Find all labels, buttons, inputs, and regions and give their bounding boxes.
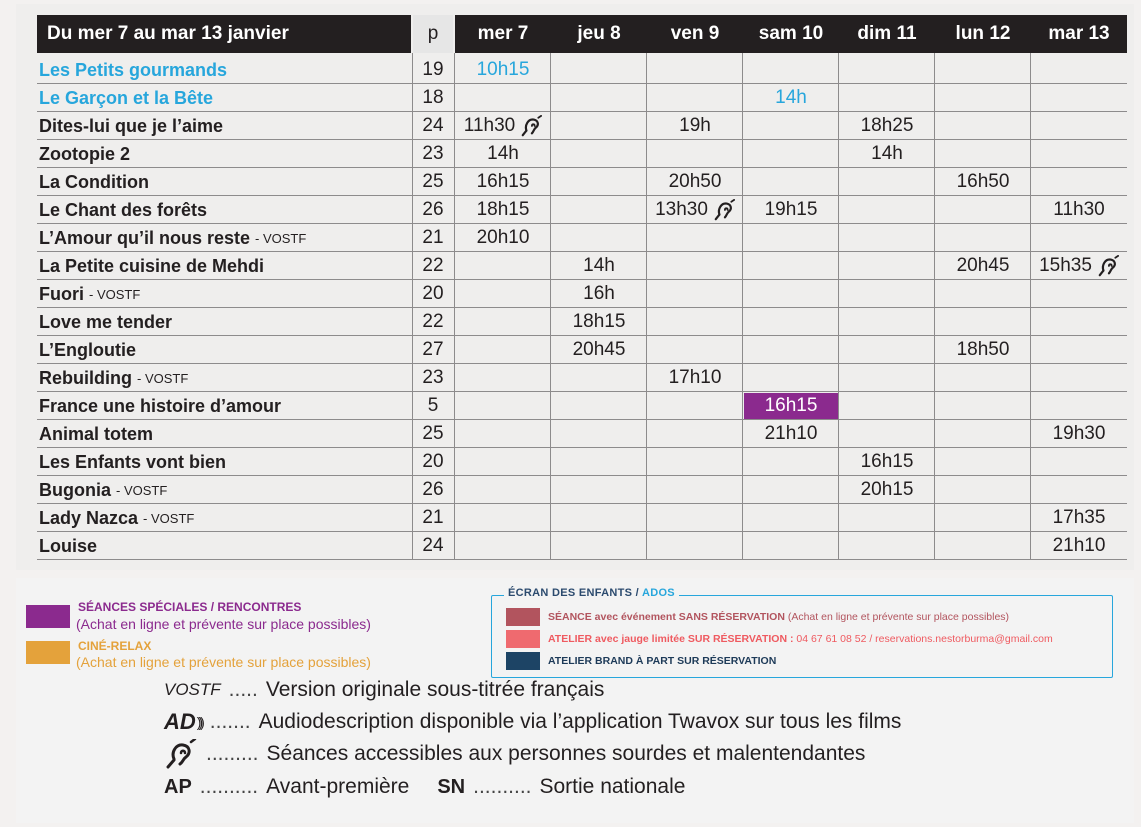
schedule-grid [37,15,1127,560]
special-swatch [26,605,70,628]
film-title [37,56,413,84]
session-time-text: 19h [679,115,711,136]
film-title-text: Animal totem [39,423,154,444]
page-number: 27 [422,339,444,360]
film-title-text: Le Garçon et la Bête [39,87,214,108]
film-title-text: Bugonia [39,479,111,500]
session-time [647,112,743,140]
ap-text: Avant-première [266,775,410,798]
sn-text: Sortie nationale [539,775,686,798]
sn-dots: .......... [473,775,532,798]
page-number: 26 [422,199,444,220]
ear-dots: ......... [206,742,259,765]
kids-legend-detail: 04 67 61 08 52 / reservations.nestorburma@gmail.com [793,633,1053,645]
day-header: lun 12 [935,15,1031,53]
film-row [37,532,1127,560]
page-number: 23 [422,143,444,164]
page-number: 21 [422,227,444,248]
page-number: 5 [427,395,439,416]
film-title-text: Dites-lui que je l’aime [39,115,224,136]
session-time-text: 14h [487,143,519,164]
ad-waves-icon: ))) [196,714,202,730]
film-row [37,224,1127,252]
session-time-text: 11h30 [463,115,516,136]
glossary-vostf [164,675,604,705]
ad-text: Audiodescription disponible via l’application Twavox sur tous les films [258,710,902,733]
page-number: 22 [422,255,444,276]
film-row [37,308,1127,336]
week-title: Du mer 7 au mar 13 janvier [37,15,411,53]
film-title [37,196,413,224]
film-title [37,112,413,140]
session-time-text: 15h35 [1039,255,1092,276]
film-title [37,308,413,336]
session-time-text: 20h15 [860,479,914,500]
session-time [839,112,935,140]
session-time [1031,196,1127,224]
film-row [37,140,1127,168]
film-title-text: France une histoire d’amour [39,395,282,416]
session-time [455,168,551,196]
kids-legend-swatch [506,652,540,670]
legend-panel [16,578,1134,823]
special-title: SÉANCES SPÉCIALES / RENCONTRES [78,600,302,614]
film-title [37,532,413,560]
film-title [37,448,413,476]
session-time [743,196,839,224]
session-time-text: 17h10 [668,367,722,388]
page-number: 22 [422,311,444,332]
day-header: mer 7 [455,15,551,53]
film-title [37,476,413,504]
row-divider [37,559,1127,560]
session-time-text: 19h30 [1052,423,1106,444]
session-time-text: 18h50 [956,339,1010,360]
day-header: dim 11 [839,15,935,53]
column-divider [412,53,413,560]
kids-title-b: ADOS [641,587,675,599]
ap-abbr: AP [164,775,192,798]
column-divider [454,53,455,560]
film-row [37,112,1127,140]
session-time [1031,532,1127,560]
kids-legend-swatch [506,608,540,626]
kids-legend-box [491,587,1113,678]
session-time-text: 10h15 [476,59,530,80]
page-number: 24 [422,535,444,556]
film-title-text: Les Enfants vont bien [39,451,227,472]
kids-legend-label: ATELIER avec jauge limitée SUR RÉSERVATION : [548,633,794,645]
session-time-text: 13h30 [655,199,708,220]
version-tag: - VOSTF [255,230,307,246]
page-number: 20 [422,451,444,472]
session-time [839,476,935,504]
film-row [37,476,1127,504]
session-time-text: 16h15 [860,451,914,472]
relax-swatch [26,641,70,664]
film-title [37,168,413,196]
film-row [37,392,1127,420]
film-title-text: Le Chant des forêts [39,199,208,220]
version-tag: - VOSTF [137,370,189,386]
column-divider [838,53,839,560]
sn-abbr: SN [437,775,466,798]
kids-legend-swatch [506,630,540,648]
version-tag: - VOSTF [143,510,195,526]
session-time-text: 20h50 [668,171,722,192]
film-title-text: Louise [39,535,98,556]
page-number: 20 [422,283,444,304]
session-time [839,448,935,476]
film-row [37,56,1127,84]
film-title-text: L’Amour qu’il nous reste [39,227,251,248]
session-time [935,252,1031,280]
film-row [37,280,1127,308]
relax-subtitle: (Achat en ligne et prévente sur place possibles) [76,654,371,670]
film-row [37,448,1127,476]
session-time [455,224,551,252]
film-title [37,224,413,252]
film-title [37,420,413,448]
kids-legend-title [504,587,679,599]
page-number: 18 [422,87,444,108]
version-tag: - VOSTF [89,286,141,302]
session-time [743,84,839,112]
session-time-text: 16h15 [476,171,530,192]
session-time [647,196,743,224]
day-header: mar 13 [1031,15,1127,53]
film-title-text: Rebuilding [39,367,132,388]
day-header: ven 9 [647,15,743,53]
ad-dots: ....... [209,710,251,733]
session-time [455,112,551,140]
session-time [743,420,839,448]
film-row [37,252,1127,280]
film-row [37,336,1127,364]
film-title-text: Love me tender [39,311,173,332]
session-time-text: 14h [775,87,807,108]
vostf-text: Version originale sous-titrée français [265,678,605,701]
film-title-text: La Petite cuisine de Mehdi [39,255,265,276]
vostf-abbr: VOSTF [164,680,221,699]
session-time-text: 20h10 [476,227,530,248]
kids-title-a: ÉCRAN DES ENFANTS / [508,587,639,599]
film-row [37,168,1127,196]
film-row [37,364,1127,392]
special-subtitle: (Achat en ligne et prévente sur place possibles) [76,616,371,632]
session-time-text: 18h15 [572,311,626,332]
session-time [647,168,743,196]
session-time [647,364,743,392]
relax-title: CINÉ-RELAX [78,639,152,653]
film-title-text: Fuori [39,283,84,304]
glossary-ad [164,707,901,737]
film-row [37,420,1127,448]
session-time [935,336,1031,364]
kids-legend-row [506,630,1053,648]
session-time-text: 19h15 [764,199,818,220]
page-number: 21 [422,507,444,528]
kids-legend-row [506,652,776,670]
page-number: 19 [422,59,444,80]
film-title [37,336,413,364]
film-title [37,504,413,532]
page-number: 23 [422,367,444,388]
kids-legend-row [506,608,1009,626]
session-time [935,168,1031,196]
day-header: jeu 8 [551,15,647,53]
page-number: 25 [422,423,444,444]
session-time [551,252,647,280]
session-time [455,196,551,224]
session-time-text: 18h15 [476,199,530,220]
session-time [839,140,935,168]
column-divider [550,53,551,560]
column-divider [742,53,743,560]
film-title [37,280,413,308]
session-time-text: 16h15 [764,395,818,416]
session-time [744,393,838,419]
ad-abbr: AD [164,709,196,734]
session-time [455,140,551,168]
column-divider [934,53,935,560]
session-time-text: 11h30 [1053,199,1105,220]
kids-legend-detail: (Achat en ligne et prévente sur place possibles) [784,611,1010,623]
hearing-access-icon [713,199,735,221]
kids-legend-label: ATELIER BRAND À PART SUR RÉSERVATION [548,655,777,667]
film-row [37,196,1127,224]
session-time [551,336,647,364]
ear-text: Séances accessibles aux personnes sourdes et malentendantes [266,742,866,765]
vostf-dots: ..... [228,678,258,701]
session-time-text: 20h45 [572,339,626,360]
film-title-text: Lady Nazca [39,507,139,528]
session-time-text: 14h [583,255,615,276]
film-title-text: Les Petits gourmands [39,59,228,80]
hearing-access-icon [520,115,542,137]
page-number: 26 [422,479,444,500]
session-time [1031,420,1127,448]
film-title-text: Zootopie 2 [39,143,130,164]
session-time [455,56,551,84]
schedule-panel [16,4,1134,570]
film-title [37,252,413,280]
film-title-text: La Condition [39,171,149,192]
session-time-text: 17h35 [1052,507,1106,528]
glossary-ap-sn [164,772,685,802]
ap-dots: .......... [199,775,259,798]
film-title [37,84,413,112]
session-time [1031,504,1127,532]
day-header: sam 10 [743,15,839,53]
film-row [37,504,1127,532]
session-time-text: 21h10 [764,423,818,444]
film-title-text: L’Engloutie [39,339,136,360]
hearing-access-icon [164,739,198,769]
film-title [37,140,413,168]
session-time-text: 16h50 [956,171,1010,192]
session-time-text: 18h25 [860,115,914,136]
film-title [37,392,413,420]
column-divider [646,53,647,560]
session-time-text: 14h [871,143,903,164]
hearing-access-icon [1097,255,1119,277]
column-divider [1030,53,1031,560]
session-time [551,308,647,336]
version-tag: - VOSTF [116,482,168,498]
glossary-ear [164,739,865,769]
session-time-text: 20h45 [956,255,1010,276]
film-title [37,364,413,392]
p-column-header: p [413,15,453,53]
page-number: 25 [422,171,444,192]
session-time-text: 21h10 [1052,535,1106,556]
film-row [37,84,1127,112]
session-time [1031,252,1127,280]
session-time [551,280,647,308]
page-number: 24 [422,115,444,136]
session-time-text: 16h [583,283,615,304]
kids-legend-label: SÉANCE avec événement SANS RÉSERVATION [548,611,785,623]
